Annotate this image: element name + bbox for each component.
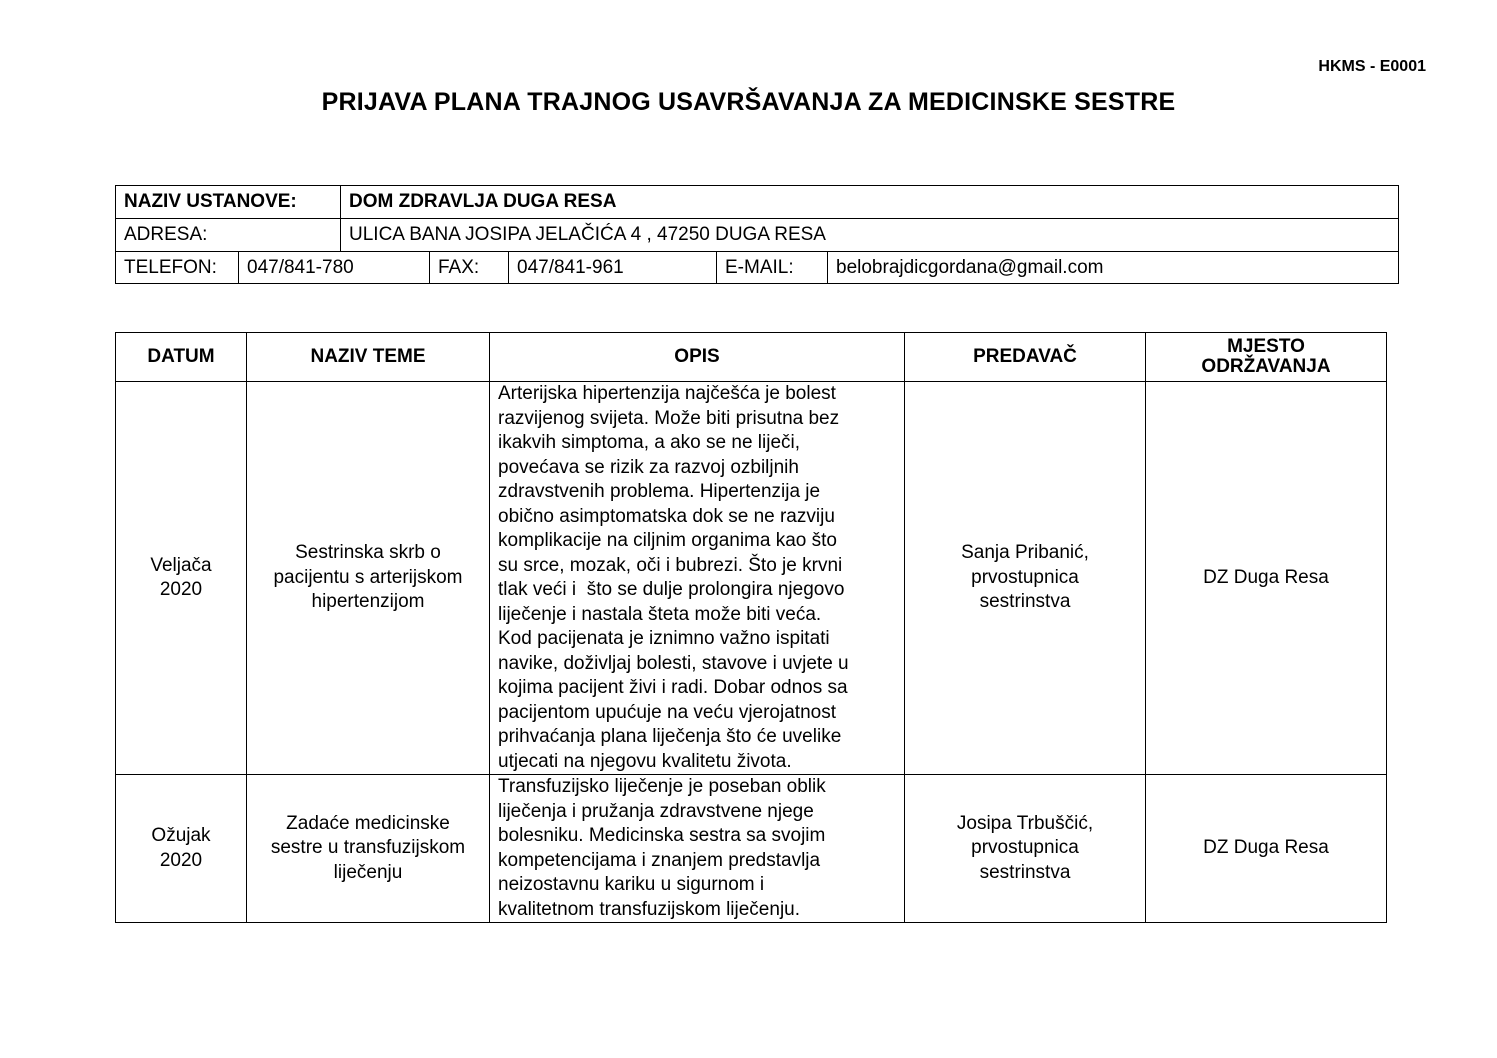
table-row bbox=[116, 775, 1387, 923]
header-predavac: PREDAVAČ bbox=[905, 333, 1146, 382]
institution-name-value: DOM ZDRAVLJA DUGA RESA bbox=[349, 191, 617, 212]
phone-label: TELEFON: bbox=[116, 252, 239, 283]
cell-mjesto: DZ Duga Resa bbox=[1146, 382, 1387, 775]
address-row bbox=[115, 218, 1399, 251]
header-mjesto-odrzavanja: MJESTO ODRŽAVANJA bbox=[1146, 333, 1387, 382]
contact-row bbox=[115, 251, 1399, 284]
header-naziv-teme: NAZIV TEME bbox=[247, 333, 490, 382]
page-title: PRIJAVA PLANA TRAJNOG USAVRŠAVANJA ZA MEDICINSKE SESTRE bbox=[321, 88, 1176, 116]
email-value: belobrajdicgordana@gmail.com bbox=[836, 257, 1104, 278]
form-code: HKMS - E0001 bbox=[1318, 58, 1426, 75]
address-value: ULICA BANA JOSIPA JELAČIĆA 4 , 47250 DUGA RESA bbox=[349, 224, 826, 245]
cell-predavac: Sanja Pribanić, prvostupnica sestrinstva bbox=[905, 382, 1146, 775]
table-row bbox=[116, 382, 1387, 775]
cell-datum: Ožujak 2020 bbox=[116, 775, 247, 923]
cell-opis: Arterijska hipertenzija najčešća je bolest razvijenog svijeta. Može biti prisutna bez ikakvih simptoma, a ako se ne liječi, povećava se rizik za razvoj ozbiljnih zdravstvenih problema. Hipertenzija je obično asimptomatska dok se ne razviju komplikacije na ciljnim organima kao što su srce, mozak, oči i bubrezi. Što je krvni tlak veći i što se dulje prolongira njegovo liječenje i nastala šteta može biti veća. Kod pacijenata je iznimno važno ispitati navike, doživljaj bolesti, stavove i uvjete u kojima pacijent živi i radi. Dobar odnos sa pacijentom upućuje na veću vjerojatnost prihvaćanja plana liječenja što će uvelike utjecati na njegovu kvalitetu života. bbox=[490, 382, 905, 775]
cell-opis: Transfuzijsko liječenje je poseban oblik liječenja i pružanja zdravstvene njege bolesniku. Medicinska sestra sa svojim kompetencijama i znanjem predstavlja neizostavnu kariku u sigurnom i kvalitetnom transfuzijskom liječenju. bbox=[490, 775, 905, 923]
table-header-row bbox=[116, 333, 1387, 382]
header-opis: OPIS bbox=[490, 333, 905, 382]
cell-mjesto: DZ Duga Resa bbox=[1146, 775, 1387, 923]
institution-info bbox=[115, 185, 1399, 284]
cell-naziv-teme: Sestrinska skrb o pacijentu s arterijskom hipertenzijom bbox=[247, 382, 490, 775]
education-plan-table bbox=[115, 332, 1387, 923]
fax-label: FAX: bbox=[430, 252, 509, 283]
phone-value: 047/841-780 bbox=[239, 252, 430, 283]
institution-name-row bbox=[115, 185, 1399, 218]
header-datum: DATUM bbox=[116, 333, 247, 382]
address-label: ADRESA: bbox=[116, 219, 341, 251]
institution-name-label: NAZIV USTANOVE: bbox=[116, 186, 341, 218]
cell-naziv-teme: Zadaće medicinske sestre u transfuzijskom liječenju bbox=[247, 775, 490, 923]
fax-value: 047/841-961 bbox=[509, 252, 717, 283]
cell-predavac: Josipa Trbuščić, prvostupnica sestrinstva bbox=[905, 775, 1146, 923]
cell-datum: Veljača 2020 bbox=[116, 382, 247, 775]
email-label: E-MAIL: bbox=[717, 252, 828, 283]
